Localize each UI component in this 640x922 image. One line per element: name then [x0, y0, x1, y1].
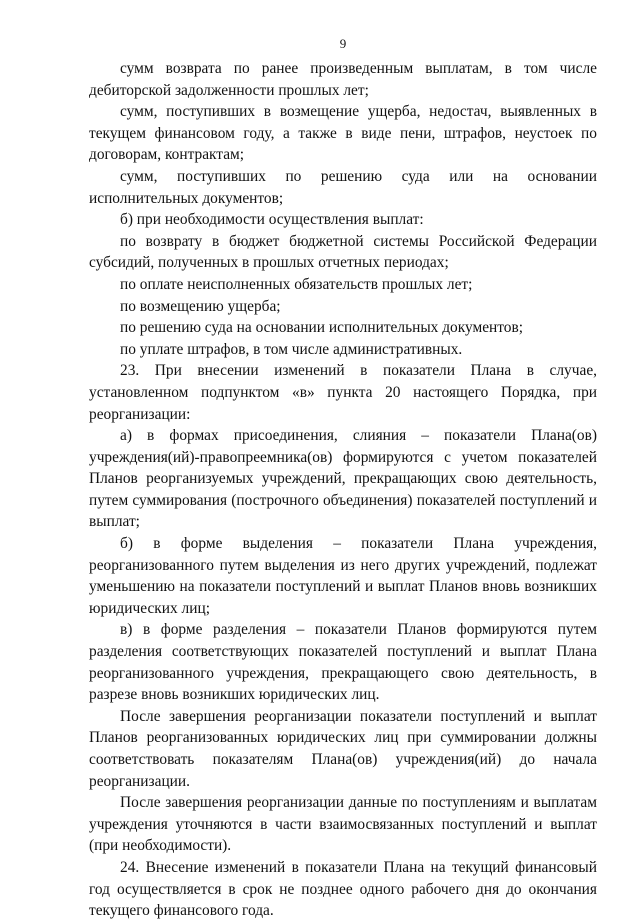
paragraph-data-clarification: После завершения реорганизации данные по поступлениям и выплатам учреждения уточняются в части взаимосвязанных поступлений и выплат (при необходимости).	[89, 794, 597, 855]
paragraph-section-24: 24. Внесение изменений в показатели Плана на текущий финансовый год осуществляется в срок не позднее одного рабочего дня до окончания текущего финансового года.	[89, 858, 597, 920]
paragraph-section-23: 23. При внесении изменений в показатели Плана в случае, установленном подпунктом «в» пункта 20 настоящего Порядка, при реорганизации:	[89, 362, 597, 423]
paragraph-return-amounts: сумм возврата по ранее произведенным выплатам, в том числе дебиторской задолженности прошлых лет;	[89, 60, 597, 99]
document-body	[89, 58, 597, 922]
paragraph-merger: а) в формах присоединения, слияния – показатели Плана(ов) учреждения(ий)-правопреемника(ов) формируются с учетом показателей Планов реорганизуемых учреждений, прекращающих свою деятельность, путем суммирования (построчного объединения) показателей поступлений и выплат;	[89, 427, 597, 531]
paragraph-court-decision: по решению суда на основании исполнительных документов;	[120, 319, 524, 337]
paragraph-court-amounts: сумм, поступивших по решению суда или на основании исполнительных документов;	[89, 167, 597, 207]
paragraph-damage-compensation: по возмещению ущерба;	[120, 297, 281, 315]
paragraph-fines: по уплате штрафов, в том числе административных.	[120, 340, 463, 358]
paragraph-unfulfilled-obligations: по оплате неисполненных обязательств прошлых лет;	[120, 275, 473, 293]
paragraph-damage-amounts: сумм, поступивших в возмещение ущерба, недостач, выявленных в текущем финансовом году, а также в виде пени, штрафов, неустоек по договорам, контрактам;	[89, 103, 597, 164]
paragraph-item-b-payments: б) при необходимости осуществления выплат:	[120, 211, 424, 229]
paragraph-after-reorganization: После завершения реорганизации показатели поступлений и выплат Планов реорганизованных юридических лиц при суммировании должны соответствовать показателям Плана(ов) учреждения(ий) до начала реорганизации.	[89, 707, 597, 790]
paragraph-spin-off: б) в форме выделения – показатели Плана учреждения, реорганизованного путем выделения из него других учреждений, подлежат уменьшению на показатели поступлений и выплат Планов вновь возникших юридических лиц;	[89, 535, 597, 617]
page-number: 9	[339, 36, 347, 51]
paragraph-division: в) в форме разделения – показатели Планов формируются путем разделения соответствующих показателей поступлений и выплат Плана реорганизованного учреждения, прекращающего свою деятельность, в разрезе вновь возникших юридических лиц.	[89, 621, 597, 704]
paragraph-budget-return: по возврату в бюджет бюджетной системы Российской Федерации субсидий, полученных в прошлых отчетных периодах;	[89, 232, 597, 272]
